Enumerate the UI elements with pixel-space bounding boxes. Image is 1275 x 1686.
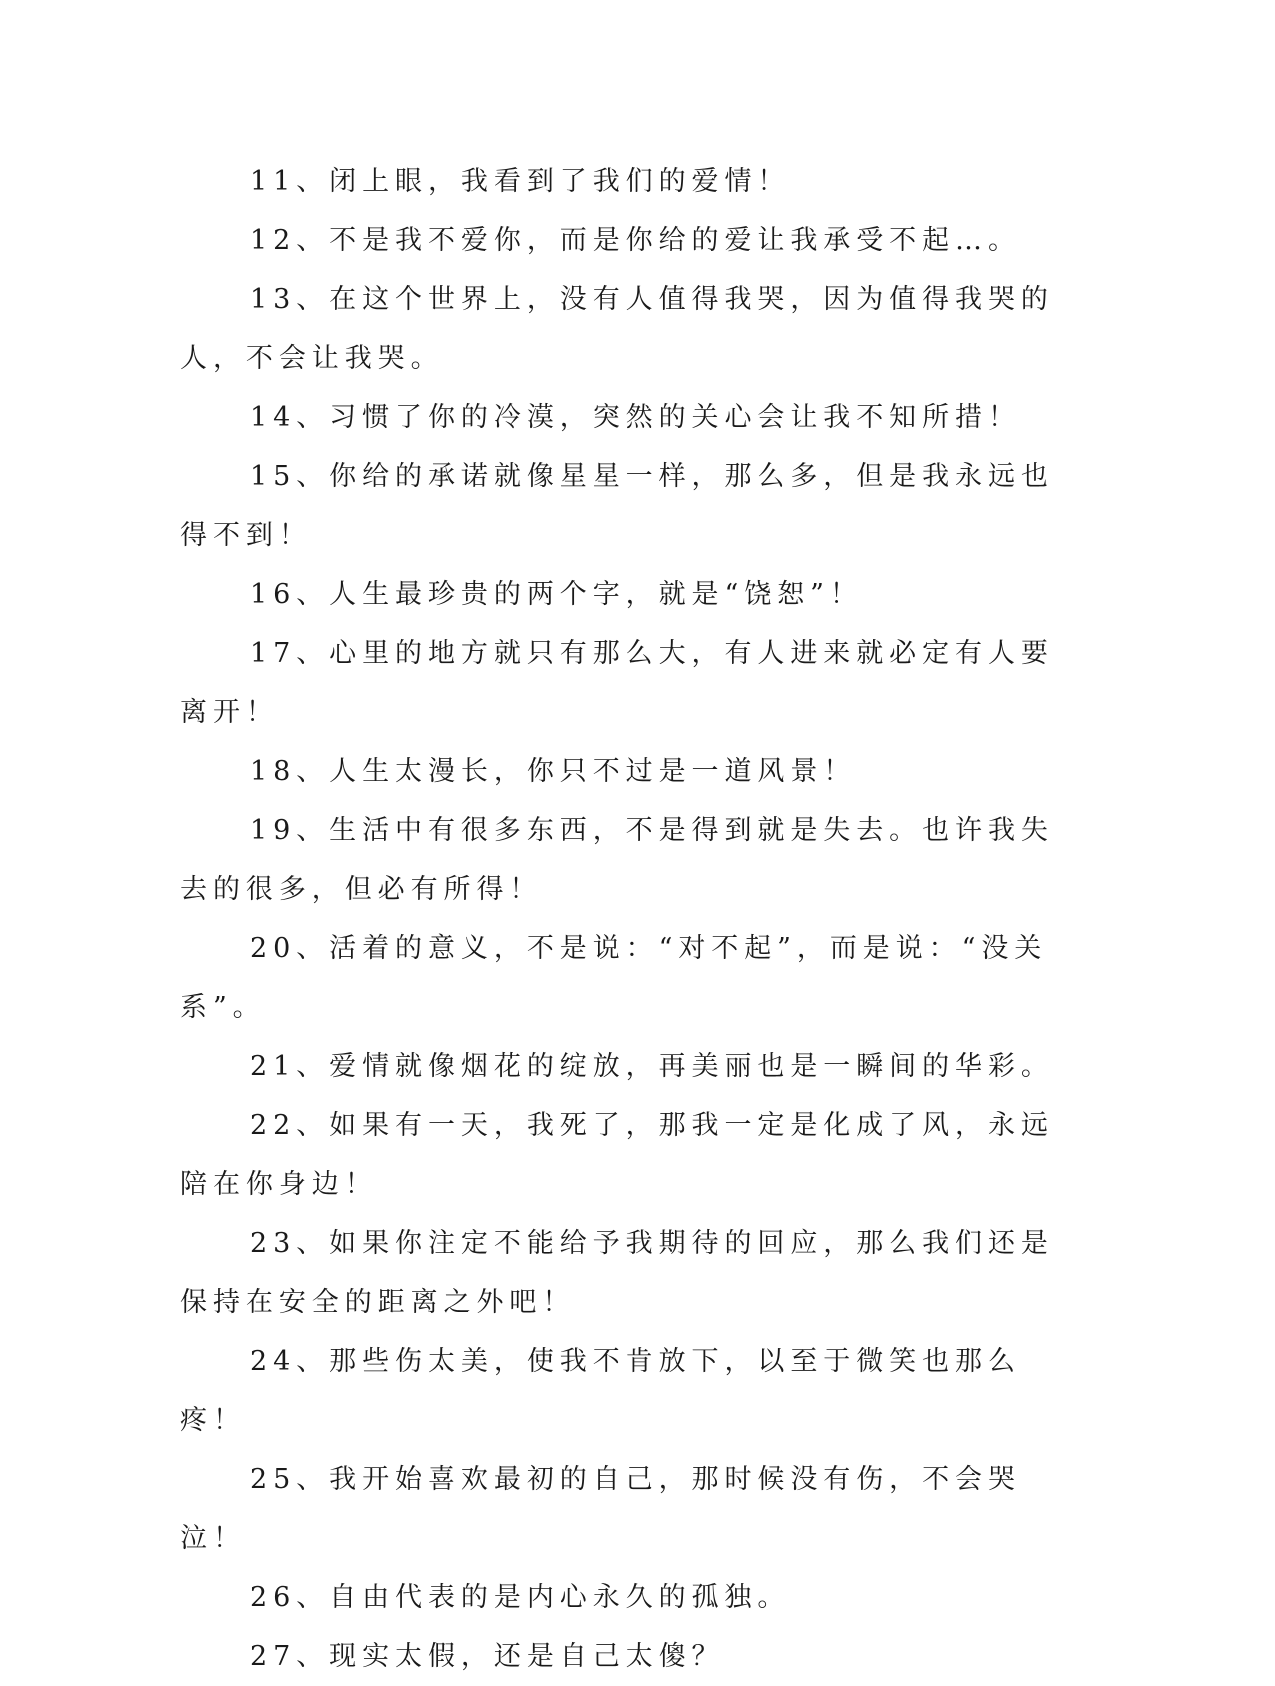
paragraph-23: 23、如果你注定不能给予我期待的回应，那么我们还是保持在安全的距离之外吧！ bbox=[180, 1228, 1054, 1318]
paragraph-13: 13、在这个世界上，没有人值得我哭，因为值得我哭的人，不会让我哭。 bbox=[180, 284, 1054, 374]
paragraph-24: 24、那些伤太美，使我不肯放下，以至于微笑也那么疼！ bbox=[180, 1346, 1021, 1436]
paragraph-27: 27、现实太假，还是自己太傻？ bbox=[250, 1641, 725, 1672]
paragraph-14: 14、习惯了你的冷漠，突然的关心会让我不知所措！ bbox=[250, 402, 1021, 433]
paragraph-17: 17、心里的地方就只有那么大，有人进来就必定有人要离开！ bbox=[180, 638, 1054, 728]
paragraph-18: 18、人生太漫长，你只不过是一道风景！ bbox=[250, 756, 857, 787]
paragraph-15: 15、你给的承诺就像星星一样，那么多，但是我永远也得不到！ bbox=[180, 461, 1054, 551]
document-body bbox=[180, 152, 1060, 1686]
paragraph-26: 26、自由代表的是内心永久的孤独。 bbox=[250, 1582, 791, 1613]
paragraph-25: 25、我开始喜欢最初的自己，那时候没有伤，不会哭泣！ bbox=[180, 1464, 1021, 1554]
paragraph-22: 22、如果有一天，我死了，那我一定是化成了风，永远陪在你身边！ bbox=[180, 1110, 1054, 1200]
paragraph-20: 20、活着的意义，不是说：“对不起”，而是说：“没关系”。 bbox=[180, 933, 1048, 1023]
paragraph-16: 16、人生最珍贵的两个字，就是“饶恕”！ bbox=[250, 579, 863, 610]
paragraph-21: 21、爱情就像烟花的绽放，再美丽也是一瞬间的华彩。 bbox=[250, 1051, 1054, 1082]
paragraph-12: 12、不是我不爱你，而是你给的爱让我承受不起…。 bbox=[250, 225, 1021, 256]
paragraph-19: 19、生活中有很多东西，不是得到就是失去。也许我失去的很多，但必有所得！ bbox=[180, 815, 1054, 905]
paragraph-11: 11、闭上眼，我看到了我们的爱情！ bbox=[250, 166, 791, 197]
